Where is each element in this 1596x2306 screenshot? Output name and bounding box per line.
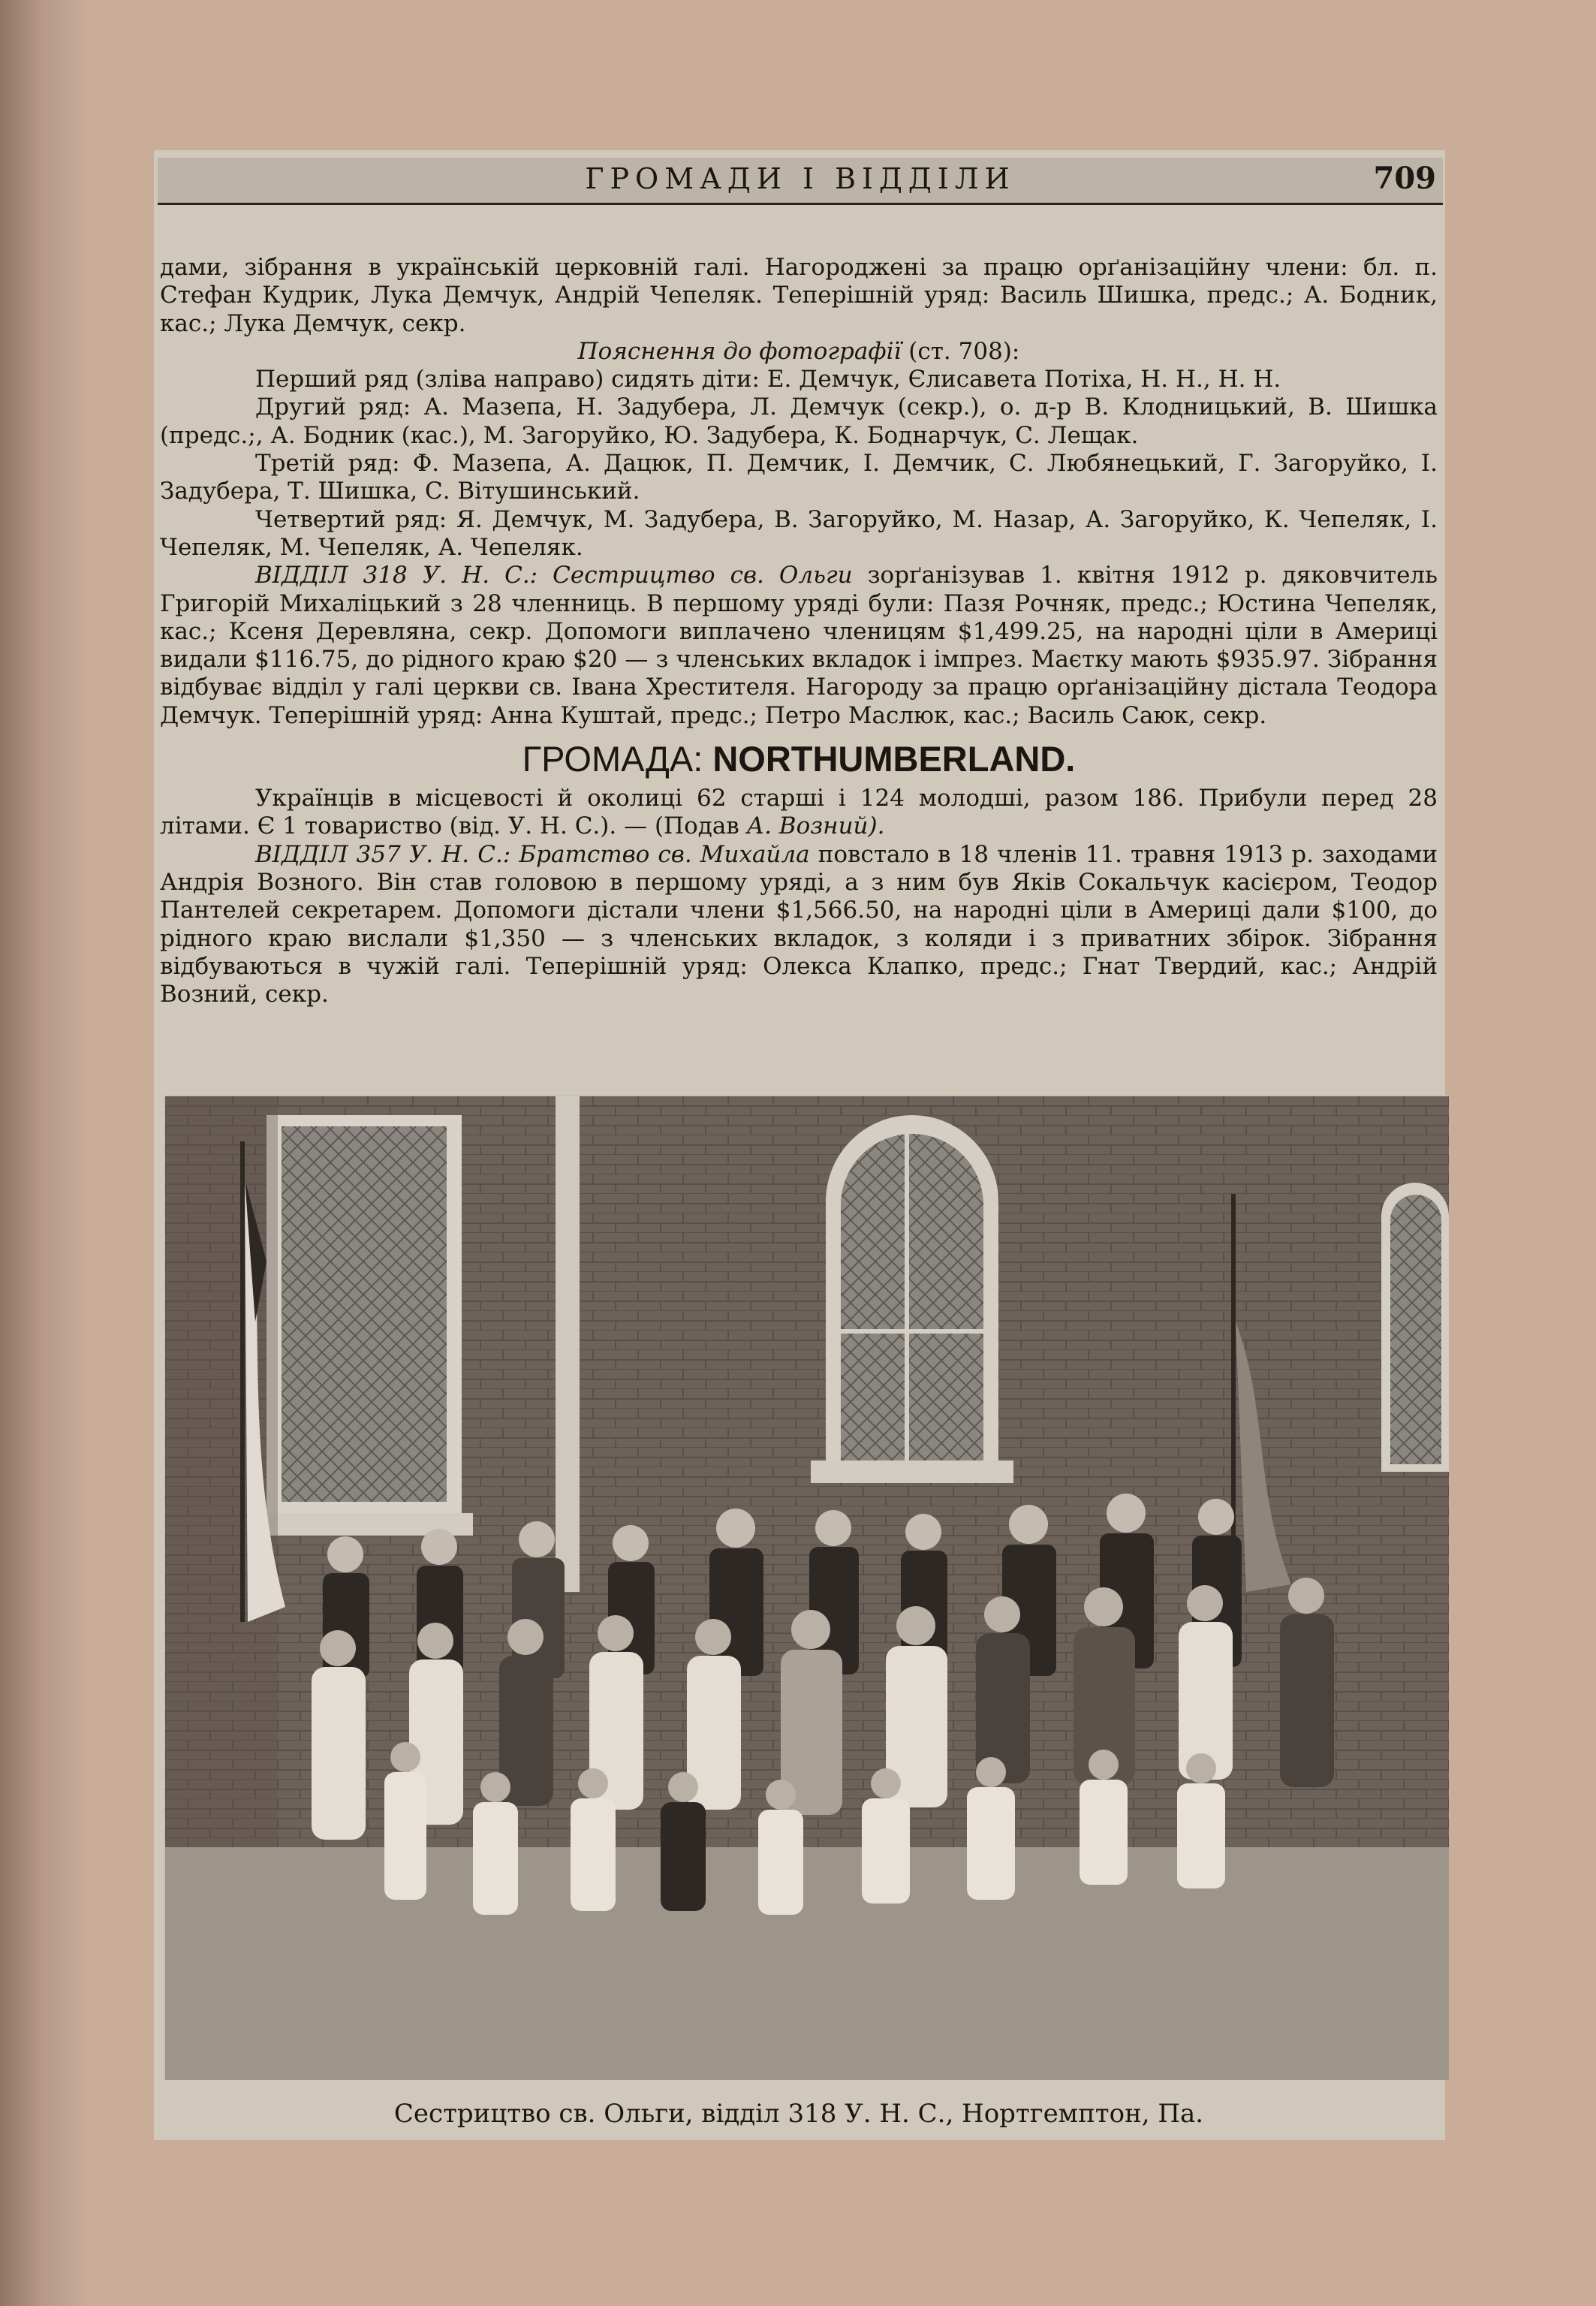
community-paragraph xyxy=(160,785,1438,841)
book-spine-shadow xyxy=(0,0,90,2306)
branch-318-text: зорґанізував 1. квітня 1912 р. дяковчитель Григорій Михаліцький з 28 членниць. В першому уряді були: Пазя Рочняк, предс.; Юстина Чепеляк, кас.; Ксеня Деревляна, секр. Допомоги виплачено членицям $1,499.25, на народні ціли в Америці видали $116.75, до рідного краю $20 — з членських вкладок і імпрез. Маєтку мають $935.97. Зібрання відбуває відділ у галі церкви св. Івана Хрестителя. Нагороду за працю орґанізаційну дістала Теодора Демчук. Теперішній уряд: Анна Куштай, предс.; Петро Маслюк, кас.; Василь Саюк, секр. xyxy=(160,562,1438,729)
explanation-ref: (ст. 708): xyxy=(901,337,1020,365)
row-2-names: Другий ряд: А. Мазепа, Н. Задубера, Л. Демчук (секр.), о. д-р В. Клодницький, В. Шишка (предс.;, А. Бодник (кас.), М. Загоруйко, Ю. Задубера, К. Боднарчук, С. Лещак. xyxy=(160,393,1438,449)
photo-explanation-heading xyxy=(160,338,1438,366)
article-body xyxy=(160,254,1438,1008)
group-photo-frame xyxy=(164,1095,1449,2080)
branch-357-text: повстало в 18 членів 11. травня 1913 р. заходами Андрія Возного. Він став головою в першому уряді, а з ним був Яків Сокальчук касієром, Теодор Пантелей секретарем. Допомоги дістали члени $1,566.50, на народні ціли в Америці дали $100, до рідного краю вислали $1,350 — з членських вкладок, з коляди і з приватних збірок. Зібрання відбуваються в чужій галі. Теперішній уряд: Олекса Клапко, предс.; Гнат Твердий, кас.; Андрій Возний, секр. xyxy=(160,840,1438,1008)
section-prefix: ГРОМАДА: xyxy=(522,739,713,779)
row-3-names: Третій ряд: Ф. Мазепа, А. Дацюк, П. Демчик, І. Демчик, С. Любянецький, Г. Загоруйко, І. Задубера, Т. Шишка, С. Вітушинський. xyxy=(160,450,1438,505)
arched-window xyxy=(811,1115,1013,1483)
running-head: ГРОМАДИ І ВІДДІЛИ xyxy=(585,162,1016,195)
page-number: 709 xyxy=(1373,161,1436,196)
group-photo xyxy=(165,1096,1449,2080)
explanation-title: Пояснення до фотографії xyxy=(577,337,902,365)
photo-caption: Сестрицтво св. Ольги, відділ 318 У. Н. С., Нортгемптон, Па. xyxy=(393,2099,1204,2129)
section-name: NORTHUMBERLAND. xyxy=(712,739,1076,779)
branch-357-title: ВІДДІЛ 357 У. Н. С.: Братство св. Михайла xyxy=(255,840,810,868)
stained-glass-window xyxy=(255,1115,473,1536)
community-author: А. Возний). xyxy=(746,812,885,840)
row-4-names: Четвертий ряд: Я. Демчук, М. Задубера, В. Загоруйко, М. Назар, А. Загоруйко, К. Чепеляк, І. Чепеляк, М. Чепеляк, А. Чепеляк. xyxy=(160,505,1438,561)
section-title xyxy=(160,737,1438,782)
row-1-names: Перший ряд (зліва направо) сидять діти: Е. Демчук, Єлисавета Потіха, Н. Н., Н. Н. xyxy=(255,366,1281,393)
downspout xyxy=(556,1096,580,1592)
branch-318-paragraph xyxy=(160,562,1438,730)
branch-357-paragraph xyxy=(160,841,1438,1009)
side-window xyxy=(1381,1183,1449,1472)
community-text: Українців в місцевості й околиці 62 старші і 124 молодші, разом 186. Прибули перед 28 літами. Є 1 товариство (від. У. Н. С.). — (Подав xyxy=(160,785,1438,840)
branch-318-title: ВІДДІЛ 318 У. Н. С.: Сестрицтво св. Ольги xyxy=(255,562,853,589)
paragraph-continued: дами, зібрання в українській церковній галі. Нагороджені за працю орґанізаційну члени: бл. п. Стефан Кудрик, Лука Демчук, Андрій Чепеляк. Теперішній уряд: Василь Шишка, предс.; А. Бодник, кас.; Лука Демчук, секр. xyxy=(160,254,1438,337)
ground xyxy=(165,1847,1449,2080)
header-rule xyxy=(158,203,1443,205)
